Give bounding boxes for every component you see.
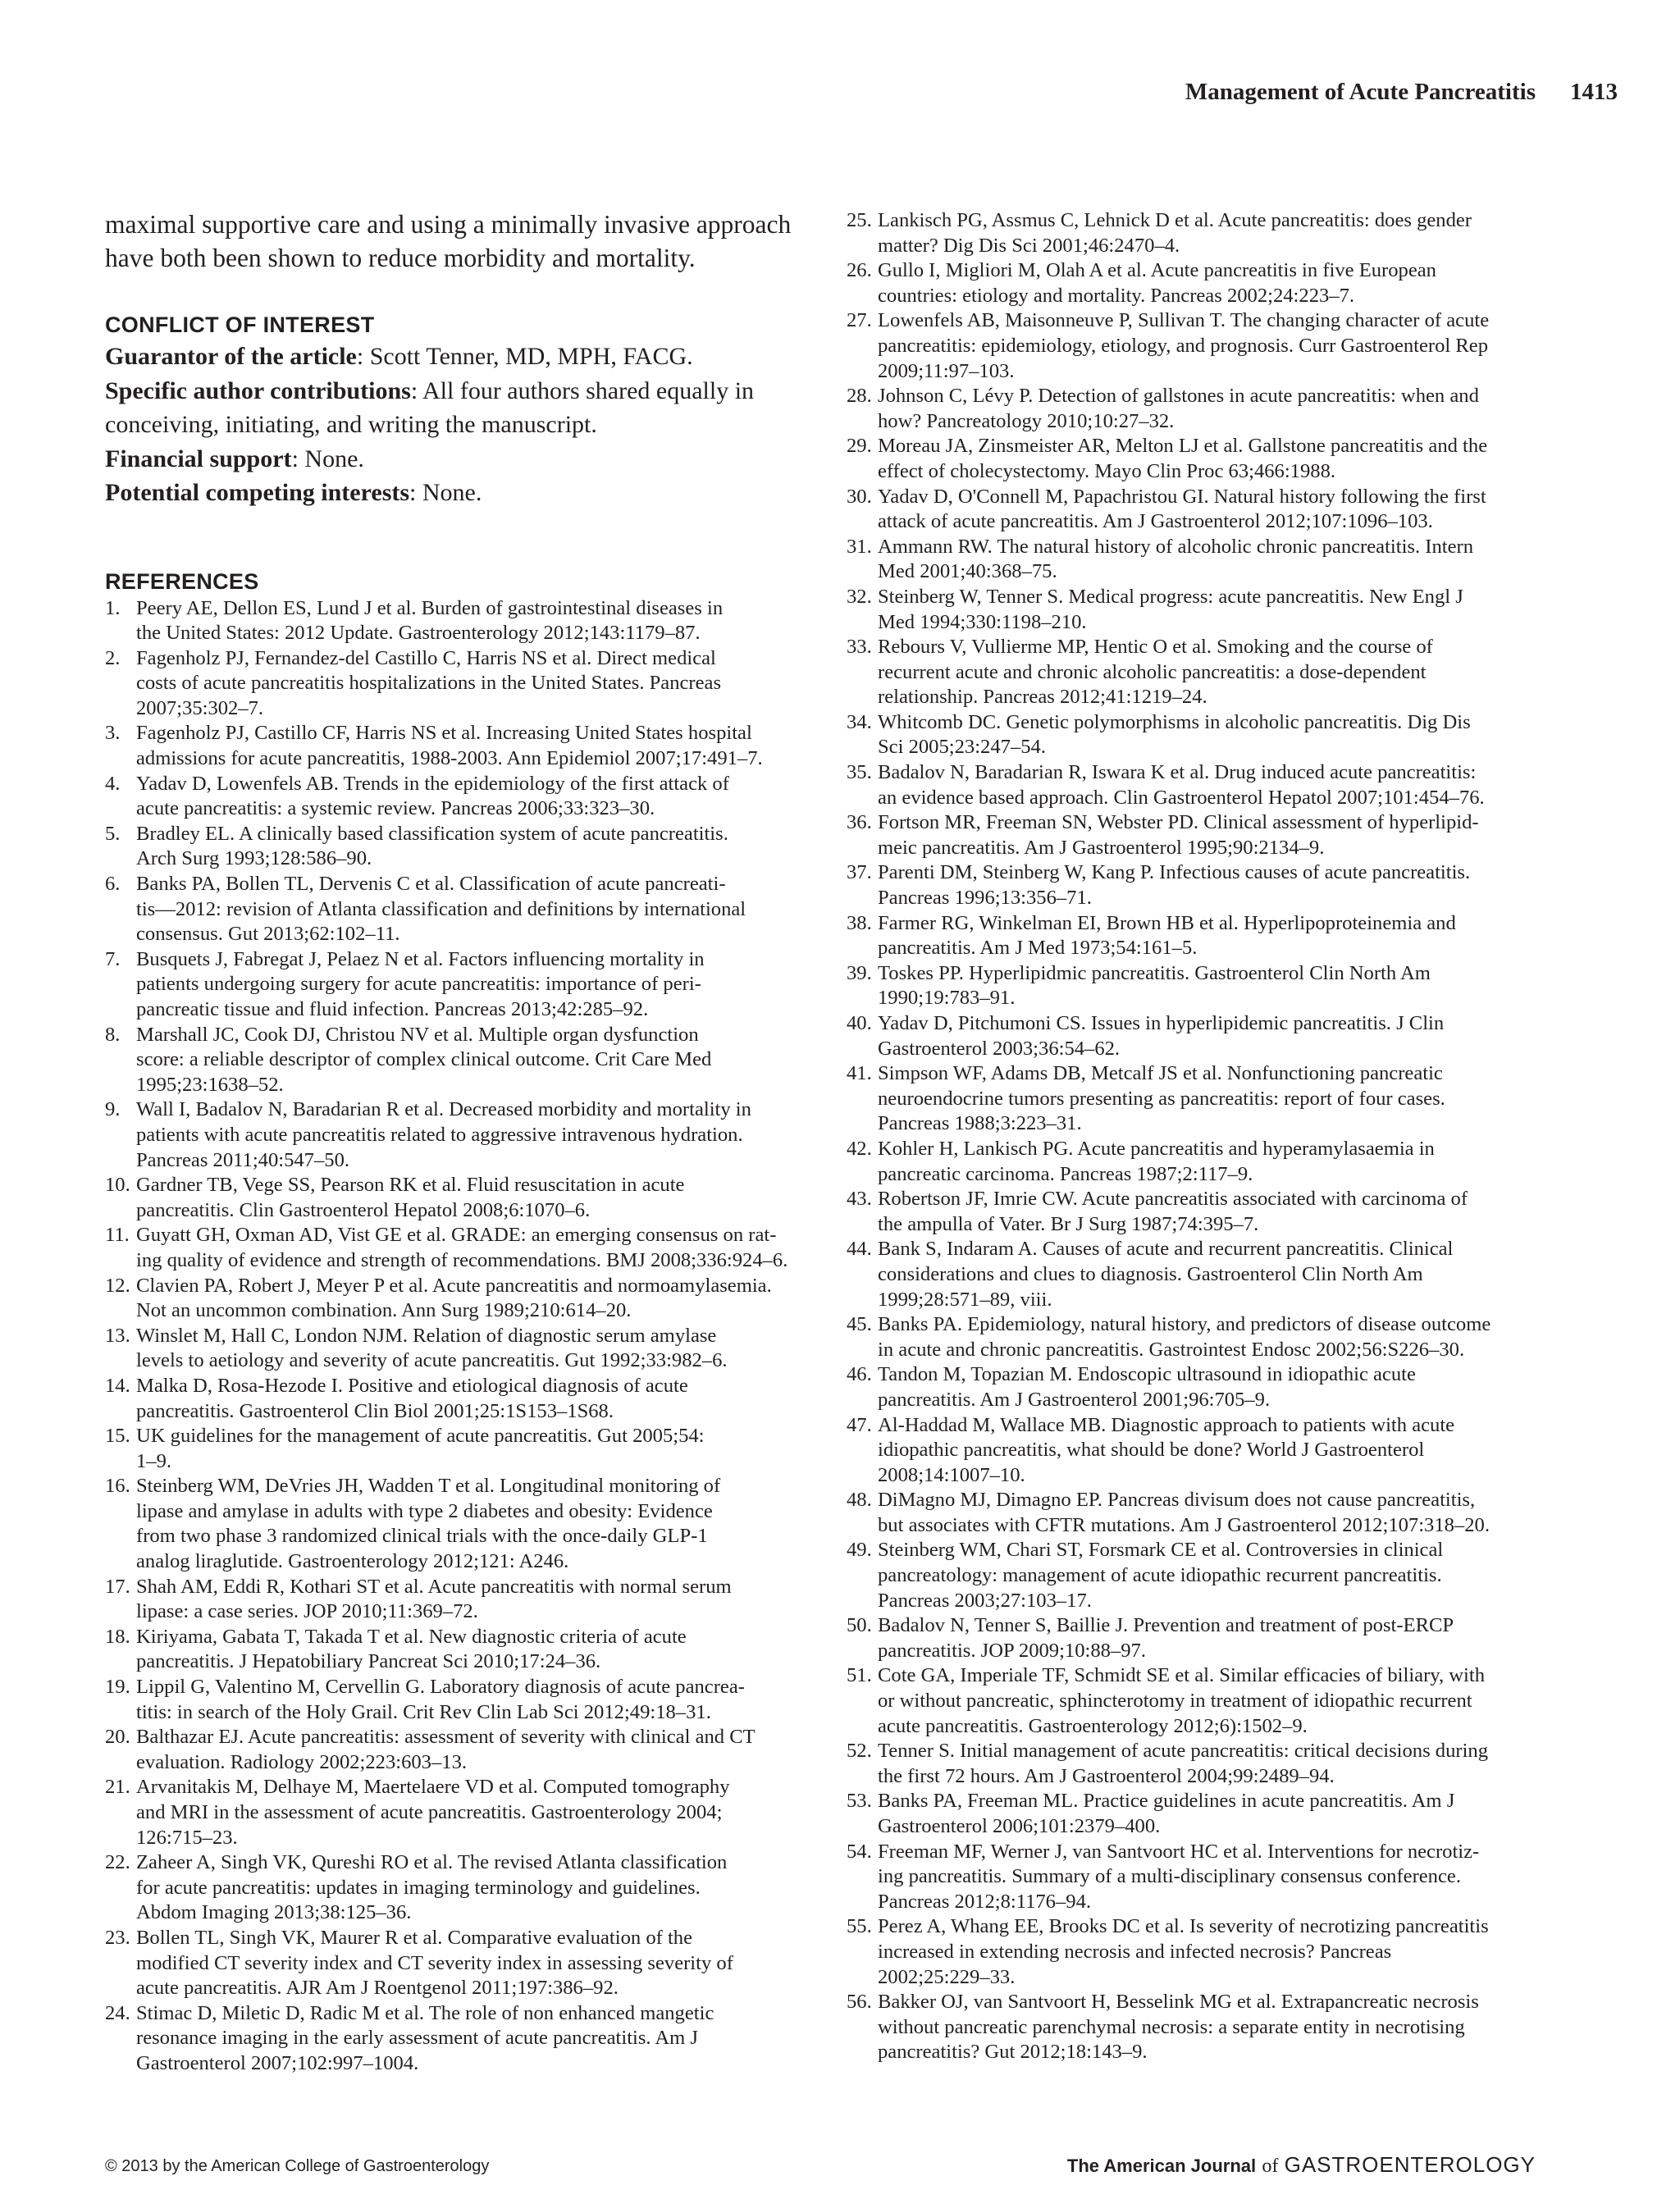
reference-item	[105, 1474, 802, 1574]
reference-item	[847, 860, 1527, 910]
reference-text-line: costs of acute pancreatitis hospitalizations in the United States. Pancreas	[136, 672, 722, 695]
reference-text-line: Banks PA, Freeman ML. Practice guidelines in acute pancreatitis. Am J	[878, 1790, 1455, 1813]
reference-item	[105, 1374, 802, 1424]
intro-line: maximal supportive care and using a minimally invasive approach	[105, 210, 792, 239]
reference-item	[847, 434, 1527, 484]
reference-number: 33.	[847, 636, 872, 659]
reference-number: 14.	[105, 1374, 130, 1397]
reference-item	[847, 1789, 1527, 1839]
reference-item	[105, 1097, 802, 1173]
conflict-item-contributions-cont	[105, 408, 802, 442]
reference-item	[105, 721, 802, 771]
reference-text-line: levels to aetiology and severity of acute pancreatitis. Gut 1992;33:982–6.	[136, 1349, 728, 1372]
reference-text-line: idiopathic pancreatitis, what should be done? World J Gastroenterol	[878, 1439, 1425, 1462]
reference-text-line: Kiriyama, Gabata T, Takada T et al. New diagnostic criteria of acute	[136, 1625, 687, 1648]
reference-text-line: analog liraglutide. Gastroenterology 2012;121: A246.	[136, 1550, 569, 1573]
reference-text-line: considerations and clues to diagnosis. Gastroenterol Clin North Am	[878, 1262, 1423, 1285]
reference-text-line: pancreatitis? Gut 2012;18:143–9.	[878, 2041, 1148, 2064]
reference-number: 19.	[105, 1676, 130, 1699]
references-list-left	[105, 596, 802, 2077]
reference-text-line: pancreatitis. Am J Med 1973;54:161–5.	[878, 937, 1198, 960]
reference-text-line: Farmer RG, Winkelman EI, Brown HB et al. Hyperlipoproteinemia and	[878, 911, 1456, 934]
conflict-body	[105, 340, 802, 510]
reference-text-line: 2009;11:97–103.	[878, 359, 1015, 382]
reference-text-line: Bradley EL. A clinically based classification system of acute pancreatitis.	[136, 822, 728, 845]
reference-text-line: for acute pancreatitis: updates in imaging terminology and guidelines.	[136, 1876, 701, 1899]
reference-text-line: relationship. Pancreas 2012;41:1219–24.	[878, 686, 1208, 709]
journal-of: of	[1262, 2156, 1279, 2177]
reference-text-line: pancreatitis. J Hepatobiliary Pancreat Sci 2010;17:24–36.	[136, 1650, 601, 1673]
reference-item	[847, 1061, 1527, 1137]
reference-text-line: 2007;35:302–7.	[136, 696, 264, 719]
reference-text-line: Tandon M, Topazian M. Endoscopic ultrasound in idiopathic acute	[878, 1363, 1416, 1386]
reference-number: 8.	[105, 1023, 121, 1046]
reference-item	[847, 635, 1527, 710]
reference-text-line: an evidence based approach. Clin Gastroenterol Hepatol 2007;101:454–76.	[878, 786, 1485, 809]
reference-number: 29.	[847, 435, 872, 458]
conflict-label: Specific author contributions	[105, 376, 411, 404]
reference-text-line: Fortson MR, Freeman SN, Webster PD. Clinical assessment of hyperlipid-	[878, 811, 1479, 834]
reference-item	[847, 1739, 1527, 1789]
reference-text-line: Perez A, Whang EE, Brooks DC et al. Is severity of necrotizing pancreatitis	[878, 1915, 1489, 1938]
reference-item	[105, 1274, 802, 1324]
reference-text-line: 2008;14:1007–10.	[878, 1463, 1025, 1486]
reference-item	[847, 961, 1527, 1011]
reference-text-line: Yadav D, Lowenfels AB. Trends in the epidemiology of the first attack of	[136, 772, 729, 795]
reference-number: 10.	[105, 1174, 130, 1197]
reference-text-line: 126:715–23.	[136, 1826, 238, 1849]
reference-number: 4.	[105, 772, 121, 795]
reference-text-line: Gastroenterol 2007;102:997–1004.	[136, 2051, 419, 2074]
reference-item	[847, 1488, 1527, 1538]
reference-item	[847, 1362, 1527, 1412]
reference-text-line: Robertson JF, Imrie CW. Acute pancreatitis associated with carcinoma of	[878, 1188, 1468, 1211]
reference-text-line: Bollen TL, Singh VK, Maurer R et al. Comparative evaluation of the	[136, 1926, 693, 1949]
reference-item	[847, 1613, 1527, 1663]
reference-number: 38.	[847, 911, 872, 934]
footer-journal-name	[1067, 2152, 1536, 2178]
reference-item	[105, 822, 802, 872]
reference-number: 36.	[847, 811, 872, 834]
conflict-item-financial	[105, 442, 802, 477]
left-column	[105, 208, 802, 2077]
reference-number: 22.	[105, 1851, 130, 1874]
reference-number: 23.	[105, 1926, 130, 1949]
reference-text-line: Malka D, Rosa-Hezode I. Positive and etiological diagnosis of acute	[136, 1374, 688, 1397]
reference-item	[105, 947, 802, 1023]
reference-text-line: Lankisch PG, Assmus C, Lehnick D et al. Acute pancreatitis: does gender	[878, 209, 1472, 231]
reference-text-line: resonance imaging in the early assessment of acute pancreatitis. Am J	[136, 2027, 698, 2050]
reference-number: 26.	[847, 259, 872, 282]
reference-number: 55.	[847, 1915, 872, 1938]
reference-text-line: Steinberg W, Tenner S. Medical progress: acute pancreatitis. New Engl J	[878, 585, 1463, 608]
reference-text-line: Med 1994;330:1198–210.	[878, 610, 1087, 633]
reference-text-line: Clavien PA, Robert J, Meyer P et al. Acute pancreatitis and normoamylasemia.	[136, 1274, 772, 1297]
conflict-item-guarantor	[105, 340, 802, 374]
reference-text-line: Bakker OJ, van Santvoort H, Besselink MG et al. Extrapancreatic necrosis	[878, 1991, 1479, 2014]
reference-number: 12.	[105, 1274, 130, 1297]
reference-text-line: acute pancreatitis. Gastroenterology 2012;6):1502–9.	[878, 1714, 1308, 1737]
reference-text-line: Johnson C, Lévy P. Detection of gallstones in acute pancreatitis: when and	[878, 385, 1479, 408]
reference-text-line: recurrent acute and chronic alcoholic pancreatitis: a dose-dependent	[878, 660, 1427, 683]
reference-text-line: Whitcomb DC. Genetic polymorphisms in alcoholic pancreatitis. Dig Dis	[878, 710, 1471, 733]
reference-text-line: Pancreas 1988;3:223–31.	[878, 1112, 1082, 1135]
intro-line: have both been shown to reduce morbidity and mortality.	[105, 244, 696, 272]
reference-item	[847, 1187, 1527, 1237]
reference-text-line: pancreatitis. JOP 2009;10:88–97.	[878, 1639, 1146, 1662]
reference-number: 20.	[105, 1726, 130, 1749]
reference-number: 48.	[847, 1489, 872, 1512]
reference-text-line: Yadav D, O'Connell M, Papachristou GI. Natural history following the first	[878, 485, 1486, 508]
reference-text-line: attack of acute pancreatitis. Am J Gastroenterol 2012;107:1096–103.	[878, 510, 1433, 533]
reference-text-line: or without pancreatic, sphincterotomy in treatment of idiopathic recurrent	[878, 1690, 1472, 1713]
reference-text-line: Moreau JA, Zinsmeister AR, Melton LJ et al. Gallstone pancreatitis and the	[878, 435, 1488, 458]
journal-name: GASTROENTEROLOGY	[1284, 2152, 1536, 2177]
reference-item	[105, 1324, 802, 1374]
conflict-label: Financial support	[105, 445, 292, 472]
reference-item	[847, 1011, 1527, 1061]
reference-item	[105, 1850, 802, 1926]
running-head	[1185, 79, 1618, 106]
reference-text-line: titis: in search of the Holy Grail. Crit Rev Clin Lab Sci 2012;49:18–31.	[136, 1700, 711, 1723]
reference-text-line: without pancreatic parenchymal necrosis: a separate entity in necrotising	[878, 2015, 1465, 2038]
reference-number: 50.	[847, 1614, 872, 1637]
reference-text-line: Rebours V, Vullierme MP, Hentic O et al. Smoking and the course of	[878, 636, 1433, 659]
reference-text-line: Guyatt GH, Oxman AD, Vist GE et al. GRADE: an emerging consensus on rat-	[136, 1224, 777, 1247]
conflict-item-contributions	[105, 374, 802, 408]
reference-number: 6.	[105, 873, 121, 896]
reference-item	[105, 2001, 802, 2077]
reference-number: 42.	[847, 1137, 872, 1160]
reference-number: 49.	[847, 1539, 872, 1562]
reference-text-line: lipase: a case series. JOP 2010;11:369–72.	[136, 1600, 478, 1623]
reference-text-line: Kohler H, Lankisch PG. Acute pancreatitis and hyperamylasaemia in	[878, 1137, 1435, 1160]
reference-number: 1.	[105, 596, 121, 619]
reference-number: 32.	[847, 585, 872, 608]
reference-text-line: the first 72 hours. Am J Gastroenterol 2004;99:2489–94.	[878, 1764, 1335, 1787]
reference-text-line: Lippil G, Valentino M, Cervellin G. Laboratory diagnosis of acute pancrea-	[136, 1676, 745, 1699]
page-number: 1413	[1570, 79, 1618, 105]
reference-text-line: Winslet M, Hall C, London NJM. Relation of diagnostic serum amylase	[136, 1324, 717, 1347]
reference-text-line: pancreatology: management of acute idiopathic recurrent pancreatitis.	[878, 1564, 1442, 1587]
reference-text-line: Stimac D, Miletic D, Radic M et al. The role of non enhanced mangetic	[136, 2001, 714, 2024]
conflict-text: : None.	[291, 445, 364, 472]
reference-text-line: Bank S, Indaram A. Causes of acute and recurrent pancreatitis. Clinical	[878, 1238, 1454, 1261]
reference-text-line: Peery AE, Dellon ES, Lund J et al. Burden of gastrointestinal diseases in	[136, 596, 724, 619]
reference-number: 52.	[847, 1740, 872, 1763]
reference-text-line: Banks PA, Bollen TL, Dervenis C et al. Classification of acute pancreati-	[136, 873, 726, 896]
reference-text-line: Badalov N, Tenner S, Baillie J. Prevention and treatment of post-ERCP	[878, 1614, 1454, 1637]
reference-item	[847, 1413, 1527, 1489]
reference-text-line: Freeman MF, Werner J, van Santvoort HC et al. Interventions for necrotiz-	[878, 1840, 1480, 1863]
reference-text-line: how? Pancreatology 2010;10:27–32.	[878, 409, 1175, 432]
reference-item	[847, 308, 1527, 384]
references-heading: REFERENCES	[105, 568, 259, 594]
reference-item	[105, 1625, 802, 1675]
reference-text-line: Med 2001;40:368–75.	[878, 560, 1057, 583]
reference-text-line: ing pancreatitis. Summary of a multi-disciplinary consensus conference.	[878, 1865, 1461, 1888]
reference-item	[105, 872, 802, 947]
reference-text-line: meic pancreatitis. Am J Gastroenterol 1995;90:2134–9.	[878, 836, 1325, 859]
reference-text-line: evaluation. Radiology 2002;223:603–13.	[136, 1750, 468, 1773]
reference-item	[105, 1575, 802, 1625]
reference-number: 25.	[847, 209, 872, 231]
reference-item	[847, 1538, 1527, 1613]
reference-number: 51.	[847, 1664, 872, 1687]
reference-text-line: pancreatitis: epidemiology, etiology, and prognosis. Curr Gastroenterol Rep	[878, 334, 1489, 357]
reference-text-line: tis—2012: revision of Atlanta classification and definitions by international	[136, 897, 746, 920]
reference-text-line: ing quality of evidence and strength of recommendations. BMJ 2008;336:924–6.	[136, 1248, 788, 1271]
conflict-text: conceiving, initiating, and writing the manuscript.	[105, 411, 597, 438]
reference-text-line: but associates with CFTR mutations. Am J Gastroenterol 2012;107:318–20.	[878, 1513, 1490, 1536]
reference-number: 47.	[847, 1413, 872, 1436]
references-list-right	[847, 208, 1527, 2065]
reference-number: 53.	[847, 1790, 872, 1813]
reference-text-line: Arch Surg 1993;128:586–90.	[136, 847, 372, 870]
reference-number: 39.	[847, 961, 872, 984]
reference-item	[105, 1725, 802, 1775]
reference-number: 17.	[105, 1575, 130, 1598]
reference-item	[105, 1023, 802, 1098]
reference-item	[105, 596, 802, 646]
conflict-text: : None.	[409, 479, 482, 506]
reference-number: 35.	[847, 761, 872, 784]
reference-item	[847, 208, 1527, 258]
conflict-text: : All four authors shared equally in	[410, 376, 755, 404]
reference-text-line: Gastroenterol 2003;36:54–62.	[878, 1037, 1121, 1060]
reference-item	[847, 1990, 1527, 2065]
reference-item	[847, 384, 1527, 434]
reference-item	[105, 646, 802, 722]
reference-text-line: Simpson WF, Adams DB, Metcalf JS et al. Nonfunctioning pancreatic	[878, 1062, 1443, 1085]
reference-item	[847, 1137, 1527, 1187]
conflict-item-competing	[105, 476, 802, 510]
reference-item	[847, 911, 1527, 961]
reference-number: 34.	[847, 710, 872, 733]
journal-prefix: The American Journal	[1066, 2156, 1257, 2176]
reference-number: 16.	[105, 1475, 130, 1498]
reference-item	[105, 1424, 802, 1474]
running-title: Management of Acute Pancreatitis	[1185, 79, 1536, 105]
reference-item	[847, 1237, 1527, 1312]
reference-text-line: 1995;23:1638–52.	[136, 1073, 284, 1096]
reference-text-line: Badalov N, Baradarian R, Iswara K et al. Drug induced acute pancreatitis:	[878, 761, 1477, 784]
reference-item	[847, 1840, 1527, 1915]
reference-number: 44.	[847, 1238, 872, 1261]
reference-text-line: from two phase 3 randomized clinical trials with the once-daily GLP-1	[136, 1525, 708, 1548]
reference-text-line: Gastroenterol 2006;101:2379–400.	[878, 1815, 1161, 1837]
reference-text-line: score: a reliable descriptor of complex clinical outcome. Crit Care Med	[136, 1048, 712, 1071]
reference-text-line: Gardner TB, Vege SS, Pearson RK et al. Fluid resuscitation in acute	[136, 1174, 685, 1197]
reference-text-line: Abdom Imaging 2013;38:125–36.	[136, 1901, 412, 1924]
footer-copyright: © 2013 by the American College of Gastroenterology	[105, 2157, 490, 2175]
reference-number: 9.	[105, 1098, 121, 1121]
reference-item	[847, 710, 1527, 760]
reference-item	[847, 1663, 1527, 1739]
reference-text-line: Steinberg WM, Chari ST, Forsmark CE et al. Controversies in clinical	[878, 1539, 1444, 1562]
conflict-heading: CONFLICT OF INTEREST	[105, 312, 375, 337]
reference-text-line: pancreatitis. Clin Gastroenterol Hepatol 2008;6:1070–6.	[136, 1198, 591, 1221]
reference-text-line: Balthazar EJ. Acute pancreatitis: assessment of severity with clinical and CT	[136, 1726, 756, 1749]
reference-item	[847, 535, 1527, 585]
reference-number: 5.	[105, 822, 121, 845]
reference-number: 28.	[847, 385, 872, 408]
reference-text-line: neuroendocrine tumors presenting as pancreatitis: report of four cases.	[878, 1087, 1445, 1110]
reference-number: 43.	[847, 1188, 872, 1211]
reference-text-line: patients undergoing surgery for acute pancreatitis: importance of peri-	[136, 973, 701, 996]
reference-number: 41.	[847, 1062, 872, 1085]
reference-text-line: pancreatic tissue and fluid infection. Pancreas 2013;42:285–92.	[136, 998, 649, 1020]
reference-number: 3.	[105, 722, 121, 745]
reference-item	[847, 258, 1527, 308]
reference-text-line: consensus. Gut 2013;62:102–11.	[136, 923, 400, 946]
reference-number: 11.	[105, 1224, 130, 1247]
reference-text-line: increased in extending necrosis and infected necrosis? Pancreas	[878, 1940, 1392, 1963]
right-column	[847, 208, 1527, 2065]
reference-item	[105, 1926, 802, 2001]
reference-number: 40.	[847, 1012, 872, 1034]
reference-text-line: Yadav D, Pitchumoni CS. Issues in hyperlipidemic pancreatitis. J Clin	[878, 1012, 1445, 1034]
reference-item	[847, 585, 1527, 635]
reference-text-line: 1–9.	[136, 1449, 172, 1472]
reference-text-line: Cote GA, Imperiale TF, Schmidt SE et al. Similar efficacies of biliary, with	[878, 1664, 1486, 1687]
reference-text-line: in acute and chronic pancreatitis. Gastrointest Endosc 2002;56:S226–30.	[878, 1338, 1465, 1361]
reference-number: 24.	[105, 2001, 130, 2024]
reference-text-line: Wall I, Badalov N, Baradarian R et al. Decreased morbidity and mortality in	[136, 1098, 751, 1121]
reference-number: 2.	[105, 646, 121, 669]
reference-number: 15.	[105, 1425, 130, 1448]
reference-text-line: Parenti DM, Steinberg W, Kang P. Infectious causes of acute pancreatitis.	[878, 861, 1471, 884]
reference-text-line: Fagenholz PJ, Fernandez-del Castillo C, Harris NS et al. Direct medical	[136, 646, 716, 669]
reference-text-line: the United States: 2012 Update. Gastroenterology 2012;143:1179–87.	[136, 622, 701, 645]
reference-text-line: patients with acute pancreatitis related to aggressive intravenous hydration.	[136, 1123, 743, 1146]
reference-text-line: the ampulla of Vater. Br J Surg 1987;74:395–7.	[878, 1212, 1259, 1235]
reference-number: 30.	[847, 485, 872, 508]
reference-text-line: acute pancreatitis. AJR Am J Roentgenol 2011;197:386–92.	[136, 1977, 619, 2000]
reference-text-line: matter? Dig Dis Sci 2001;46:2470–4.	[878, 234, 1180, 257]
reference-text-line: pancreatitis. Gastroenterol Clin Biol 2001;25:1S153–1S68.	[136, 1399, 614, 1422]
reference-number: 13.	[105, 1324, 130, 1347]
reference-text-line: Al-Haddad M, Wallace MB. Diagnostic approach to patients with acute	[878, 1413, 1455, 1436]
reference-text-line: Arvanitakis M, Delhaye M, Maertelaere VD et al. Computed tomography	[136, 1776, 730, 1799]
reference-text-line: Tenner S. Initial management of acute pancreatitis: critical decisions during	[878, 1740, 1489, 1763]
reference-text-line: 1990;19:783–91.	[878, 987, 1016, 1010]
reference-text-line: Pancreas 2011;40:547–50.	[136, 1148, 350, 1171]
reference-item	[847, 485, 1527, 535]
reference-text-line: Toskes PP. Hyperlipidmic pancreatitis. Gastroenterol Clin North Am	[878, 961, 1431, 984]
reference-text-line: pancreatic carcinoma. Pancreas 1987;2:117–9.	[878, 1162, 1253, 1185]
reference-text-line: Lowenfels AB, Maisonneuve P, Sullivan T. The changing character of acute	[878, 309, 1490, 332]
reference-text-line: 2002;25:229–33.	[878, 1965, 1016, 1988]
intro-paragraph	[105, 208, 802, 275]
reference-text-line: Steinberg WM, DeVries JH, Wadden T et al. Longitudinal monitoring of	[136, 1475, 721, 1498]
reference-number: 37.	[847, 861, 872, 884]
reference-text-line: UK guidelines for the management of acute pancreatitis. Gut 2005;54:	[136, 1425, 705, 1448]
reference-number: 31.	[847, 535, 872, 558]
reference-text-line: acute pancreatitis: a systemic review. Pancreas 2006;33:323–30.	[136, 797, 655, 820]
reference-number: 54.	[847, 1840, 872, 1863]
reference-item	[105, 1223, 802, 1273]
reference-text-line: Pancreas 1996;13:356–71.	[878, 887, 1092, 910]
reference-text-line: DiMagno MJ, Dimagno EP. Pancreas divisum does not cause pancreatitis,	[878, 1489, 1476, 1512]
reference-item	[105, 1173, 802, 1223]
reference-text-line: Shah AM, Eddi R, Kothari ST et al. Acute pancreatitis with normal serum	[136, 1575, 732, 1598]
reference-text-line: pancreatitis. Am J Gastroenterol 2001;96:705–9.	[878, 1388, 1271, 1411]
reference-number: 27.	[847, 309, 872, 332]
reference-number: 18.	[105, 1625, 130, 1648]
reference-number: 21.	[105, 1776, 130, 1799]
reference-text-line: Pancreas 2003;27:103–17.	[878, 1589, 1092, 1612]
reference-item	[105, 1675, 802, 1725]
reference-item	[847, 760, 1527, 810]
reference-text-line: Pancreas 2012;8:1176–94.	[878, 1890, 1092, 1913]
reference-item	[847, 810, 1527, 860]
reference-text-line: Gullo I, Migliori M, Olah A et al. Acute pancreatitis in five European	[878, 259, 1436, 282]
reference-text-line: Ammann RW. The natural history of alcoholic chronic pancreatitis. Intern	[878, 535, 1473, 558]
reference-text-line: Zaheer A, Singh VK, Qureshi RO et al. The revised Atlanta classification	[136, 1851, 728, 1874]
reference-text-line: modified CT severity index and CT severity index in assessing severity of	[136, 1951, 733, 1974]
reference-text-line: Banks PA. Epidemiology, natural history, and predictors of disease outcome	[878, 1313, 1491, 1336]
conflict-label: Potential competing interests	[105, 479, 410, 506]
reference-text-line: Fagenholz PJ, Castillo CF, Harris NS et al. Increasing United States hospital	[136, 722, 752, 745]
reference-text-line: lipase and amylase in adults with type 2 diabetes and obesity: Evidence	[136, 1499, 713, 1522]
reference-text-line: and MRI in the assessment of acute pancreatitis. Gastroenterology 2004;	[136, 1801, 723, 1823]
reference-number: 46.	[847, 1363, 872, 1386]
reference-number: 45.	[847, 1313, 872, 1336]
reference-item	[105, 1775, 802, 1850]
reference-number: 7.	[105, 947, 121, 970]
reference-number: 56.	[847, 1991, 872, 2014]
reference-text-line: admissions for acute pancreatitis, 1988-2003. Ann Epidemiol 2007;17:491–7.	[136, 747, 763, 770]
reference-item	[847, 1312, 1527, 1362]
reference-text-line: countries: etiology and mortality. Pancreas 2002;24:223–7.	[878, 284, 1355, 307]
reference-text-line: effect of cholecystectomy. Mayo Clin Proc 63;466:1988.	[878, 459, 1336, 482]
reference-text-line: Marshall JC, Cook DJ, Christou NV et al. Multiple organ dysfunction	[136, 1023, 699, 1046]
reference-text-line: Sci 2005;23:247–54.	[878, 736, 1046, 759]
conflict-text: : Scott Tenner, MD, MPH, FACG.	[356, 343, 693, 370]
reference-item	[847, 1914, 1527, 1990]
conflict-label: Guarantor of the article	[105, 343, 357, 370]
reference-text-line: Not an uncommon combination. Ann Surg 1989;210:614–20.	[136, 1299, 632, 1322]
reference-text-line: Busquets J, Fabregat J, Pelaez N et al. Factors influencing mortality in	[136, 947, 705, 970]
reference-item	[105, 772, 802, 822]
reference-text-line: 1999;28:571–89, viii.	[878, 1288, 1052, 1311]
